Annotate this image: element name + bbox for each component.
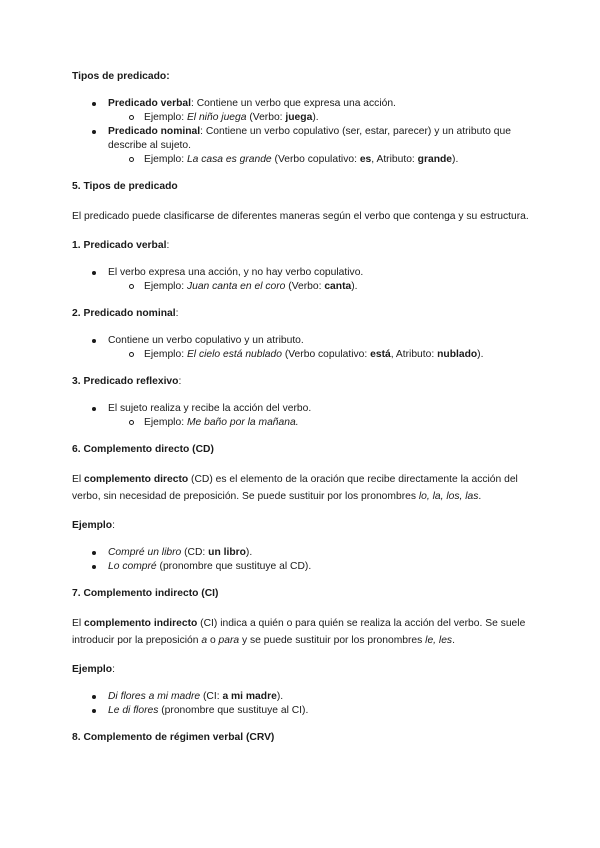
list-item: Le di flores (pronombre que sustituye al CI). [72, 704, 532, 718]
section-heading: 6. Complemento directo (CD) [72, 444, 214, 455]
example-heading: Ejemplo: [72, 664, 115, 675]
top-heading: Tipos de predicado: [72, 71, 170, 82]
example-item: Ejemplo: La casa es grande (Verbo copulativo: es, Atributo: grande). [72, 153, 532, 167]
example-item: Ejemplo: El niño juega (Verbo: juega). [72, 111, 532, 125]
paragraph: El complemento directo (CD) es el elemento de la oración que recibe directamente la acción del verbo, sin necesidad de preposición. Se puede sustituir por los pronombres lo, la, los, las. [72, 474, 518, 502]
list [72, 690, 532, 718]
list-item: Contiene un verbo copulativo y un atributo. [72, 334, 532, 348]
list-item: Di flores a mi madre (CI: a mi madre). [72, 690, 532, 704]
document-body [72, 70, 532, 745]
example-heading: Ejemplo: [72, 520, 115, 531]
paragraph: El complemento indirecto (CI) indica a quién o para quién se realiza la acción del verbo. Se suele introducir por la preposición a o para y se puede sustituir por los pronombres le, les. [72, 618, 526, 646]
top-list [72, 97, 532, 167]
list [72, 546, 532, 574]
list-item: Predicado verbal: Contiene un verbo que expresa una acción. [72, 97, 532, 111]
list-item: Lo compré (pronombre que sustituye al CD). [72, 560, 532, 574]
list-item: El verbo expresa una acción, y no hay verbo copulativo. [72, 266, 532, 280]
subsection-heading: 1. Predicado verbal: [72, 240, 170, 251]
list [72, 402, 532, 430]
example-item: Ejemplo: Me baño por la mañana. [72, 416, 532, 430]
list-item: El sujeto realiza y recibe la acción del verbo. [72, 402, 532, 416]
example-item: Ejemplo: El cielo está nublado (Verbo copulativo: está, Atributo: nublado). [72, 348, 532, 362]
list-item: Compré un libro (CD: un libro). [72, 546, 532, 560]
section-heading: 5. Tipos de predicado [72, 181, 178, 192]
subsection-heading: 2. Predicado nominal: [72, 308, 179, 319]
section-heading: 8. Complemento de régimen verbal (CRV) [72, 732, 275, 743]
paragraph: El predicado puede clasificarse de diferentes maneras según el verbo que contenga y su estructura. [72, 211, 529, 222]
section-heading: 7. Complemento indirecto (CI) [72, 588, 219, 599]
subsection-heading: 3. Predicado reflexivo: [72, 376, 182, 387]
example-item: Ejemplo: Juan canta en el coro (Verbo: canta). [72, 280, 532, 294]
list [72, 266, 532, 294]
list-item: Predicado nominal: Contiene un verbo copulativo (ser, estar, parecer) y un atributo que describe al sujeto. [72, 125, 532, 153]
list [72, 334, 532, 362]
